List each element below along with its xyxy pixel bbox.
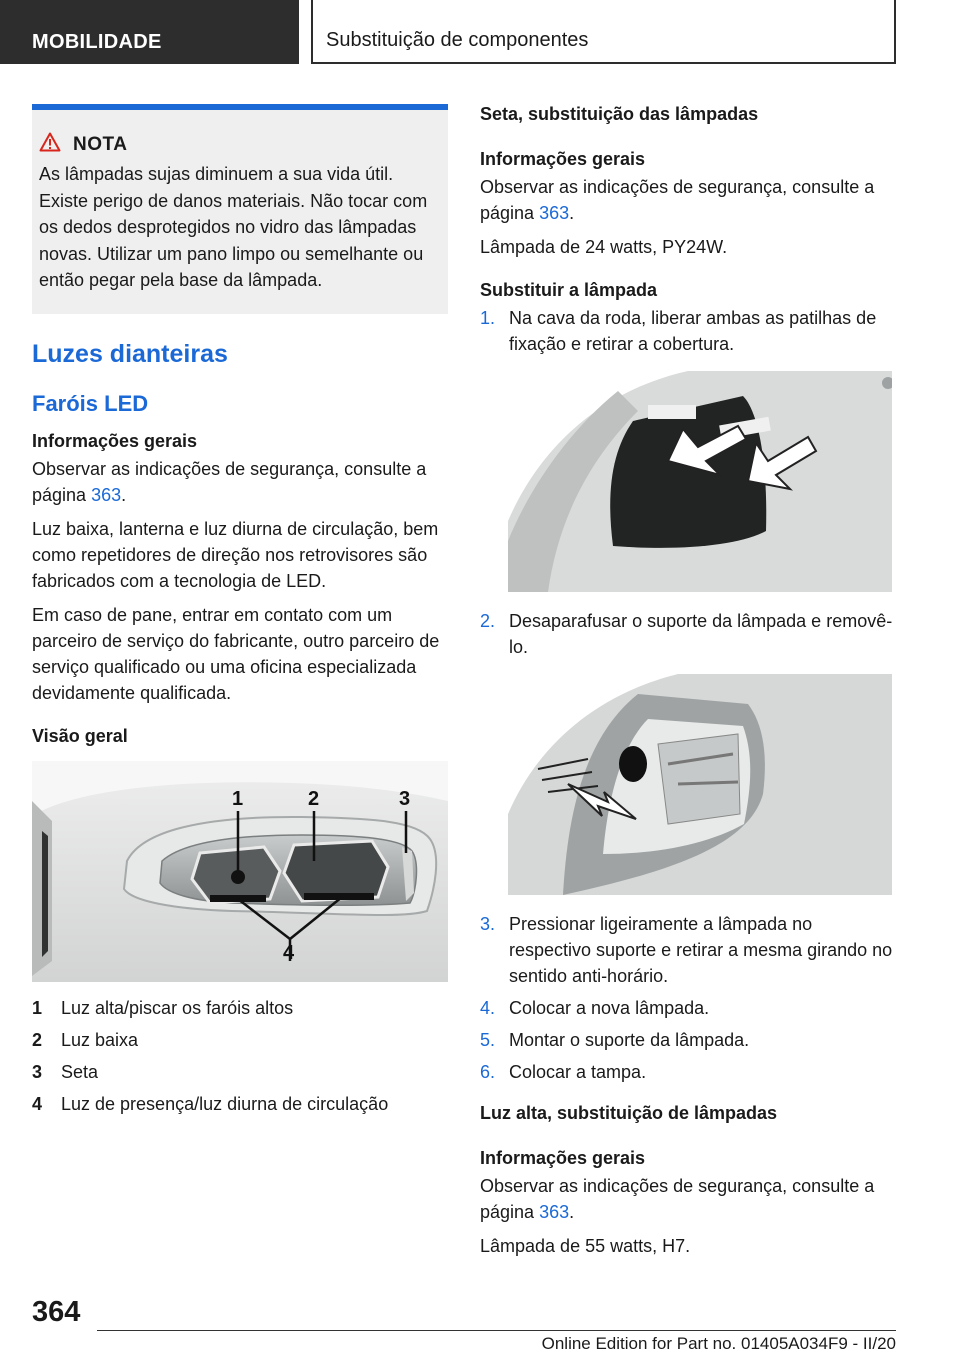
step-item: 6. Colocar a tampa. bbox=[480, 1062, 647, 1082]
wheel-arch-cover-figure bbox=[508, 371, 892, 592]
safety-reference: Observar as indicações de segurança, consulte a página 363. bbox=[480, 177, 875, 223]
callout-2: 2 bbox=[308, 787, 320, 810]
legend-item: 3 Seta bbox=[32, 1061, 99, 1082]
turn-signal-heading: Seta, substituição das lâmpadas bbox=[480, 104, 759, 124]
step-item: 1. Na cava da roda, liberar ambas as patilhas de fixação e retirar a cobertura. bbox=[480, 308, 877, 354]
step-item: 3. Pressionar ligeiramente a lâmpada no respectivo suporte e retirar a mesma girando no sentido anti-horário. bbox=[480, 914, 893, 986]
steps-list-b bbox=[480, 608, 896, 660]
legend-item: 2 Luz baixa bbox=[32, 1029, 139, 1050]
page-link[interactable]: 363 bbox=[539, 1202, 570, 1222]
footer-edition: Online Edition for Part no. 01405A034F9 - II/20 bbox=[541, 1334, 896, 1353]
safety-reference: Observar as indicações de segurança, consulte a página 363. bbox=[32, 458, 427, 505]
callout-3: 3 bbox=[399, 787, 411, 810]
replace-heading: Substituir a lâmpada bbox=[480, 280, 658, 300]
section-heading: Luzes dianteiras bbox=[32, 339, 228, 368]
page-link[interactable]: 363 bbox=[91, 484, 122, 505]
header-chapter-title: Substituição de componentes bbox=[311, 0, 896, 64]
steps-list-c bbox=[480, 911, 896, 1085]
note-title: NOTA bbox=[73, 133, 128, 155]
headlight-figure bbox=[32, 761, 448, 982]
footer-divider bbox=[97, 1330, 896, 1331]
bulb-socket-figure bbox=[508, 674, 892, 895]
legend-list bbox=[32, 992, 448, 1120]
page-number: 364 bbox=[32, 1296, 81, 1328]
legend-item: 1 Luz alta/piscar os faróis altos bbox=[32, 997, 294, 1018]
step-item: 5. Montar o suporte da lâmpada. bbox=[480, 1030, 750, 1050]
bulb-spec: Lâmpada de 24 watts, PY24W. bbox=[480, 237, 728, 257]
overview-heading: Visão geral bbox=[32, 725, 128, 746]
note-box bbox=[32, 104, 448, 314]
note-body: As lâmpadas sujas diminuem a sua vida útil. Existe perigo de danos materiais. Não tocar com os dedos desprotegidos no vidro das lâmpadas novas. Utilizar um pano limpo ou semelhante ou então pegar pela base da lâmpada. bbox=[39, 164, 428, 290]
service-paragraph: Em caso de pane, entrar em contato com um parceiro de serviço do fabricante, outro parceiro de serviço qualificado ou uma oficina especializada devidamente qualificada. bbox=[32, 604, 440, 703]
info-heading: Informações gerais bbox=[32, 430, 198, 451]
right-column bbox=[480, 104, 896, 1267]
note-header bbox=[39, 132, 441, 157]
step-item: 2. Desaparafusar o suporte da lâmpada e removê-lo. bbox=[480, 611, 893, 657]
info-heading: Informações gerais bbox=[480, 149, 646, 169]
callout-4: 4 bbox=[283, 941, 295, 964]
high-beam-heading: Luz alta, substituição de lâmpadas bbox=[480, 1103, 778, 1123]
info-heading: Informações gerais bbox=[480, 1148, 646, 1168]
bulb-spec: Lâmpada de 55 watts, H7. bbox=[480, 1236, 691, 1256]
safety-reference: Observar as indicações de segurança, consulte a página 363. bbox=[480, 1176, 875, 1222]
steps-list-a bbox=[480, 305, 896, 357]
left-column bbox=[32, 104, 448, 1120]
warning-triangle-icon bbox=[39, 132, 61, 157]
page-link[interactable]: 363 bbox=[539, 203, 570, 223]
callout-1: 1 bbox=[232, 787, 244, 810]
legend-item: 4 Luz de presença/luz diurna de circulação bbox=[32, 1093, 389, 1114]
header-section-tab: MOBILIDADE bbox=[0, 0, 299, 64]
subsection-heading: Faróis LED bbox=[32, 390, 149, 416]
led-paragraph: Luz baixa, lanterna e luz diurna de circulação, bem como repetidores de direção nos retrovisores são fabricados com a tecnologia de LED. bbox=[32, 518, 439, 591]
step-item: 4. Colocar a nova lâmpada. bbox=[480, 998, 710, 1018]
